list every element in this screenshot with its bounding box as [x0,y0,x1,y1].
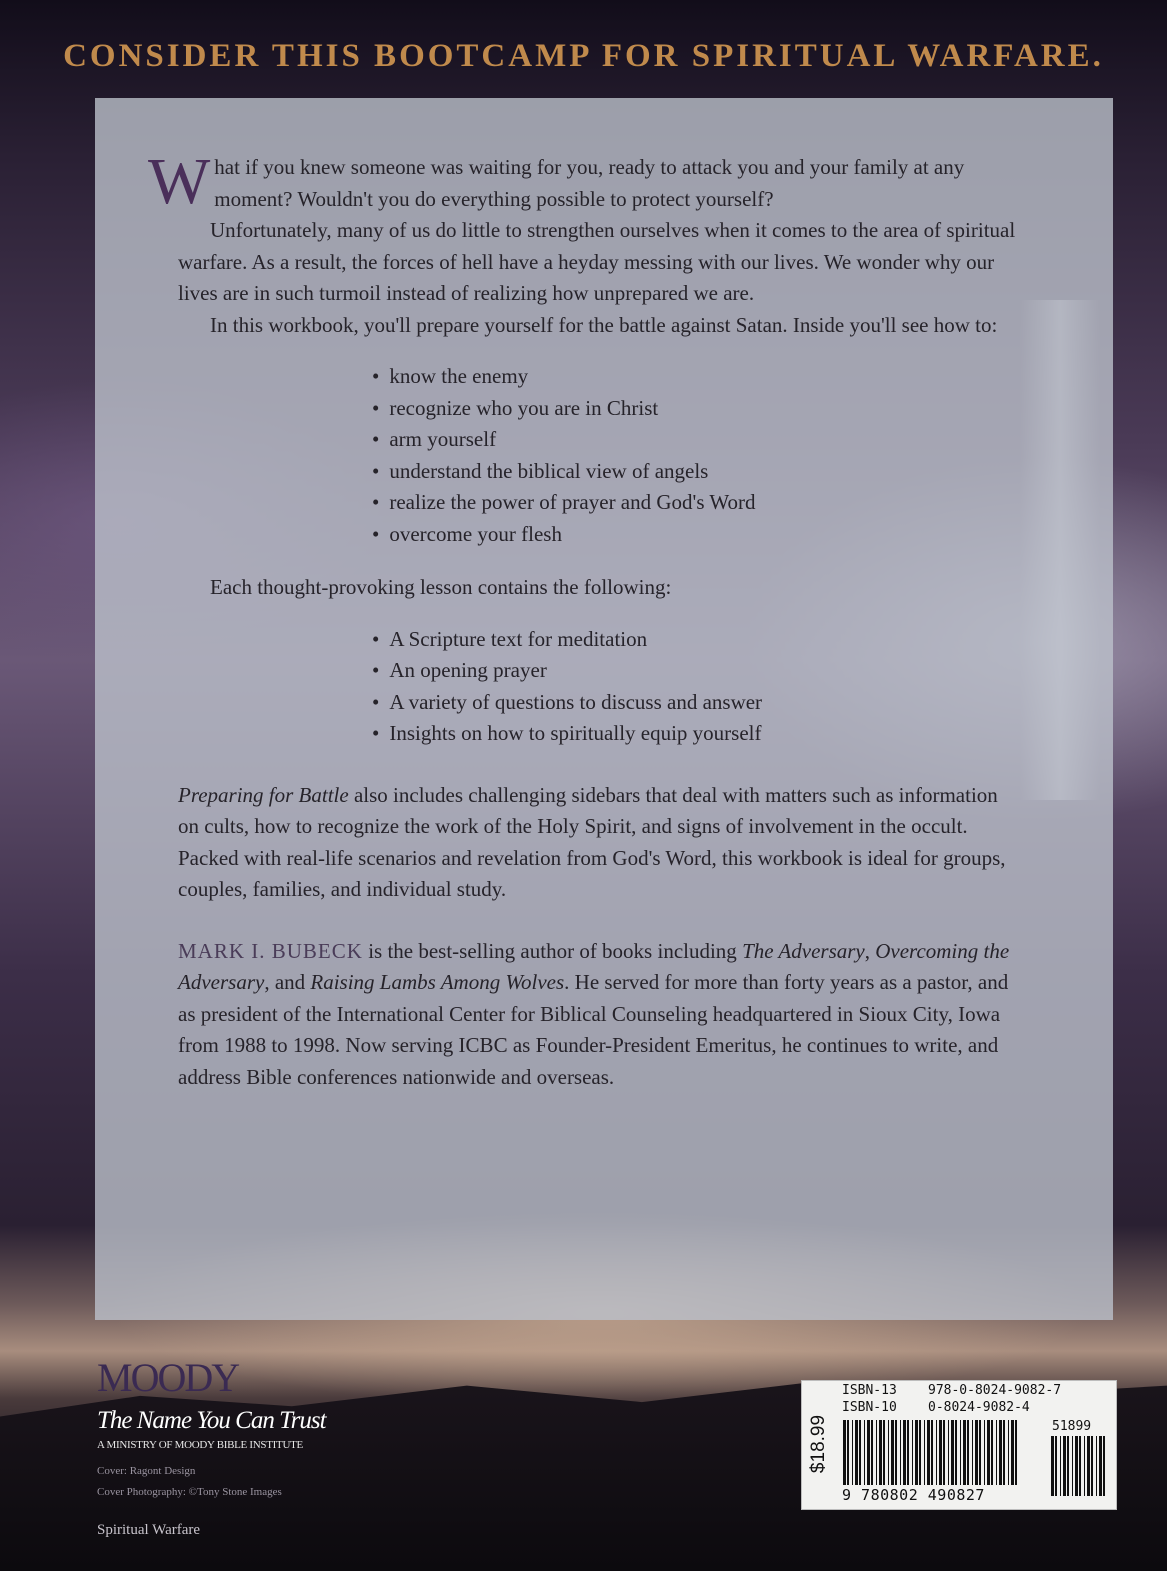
barcode-bar [963,1420,966,1485]
barcode-bar [943,1420,945,1485]
barcode-bar [847,1420,849,1485]
back-cover-tagline: CONSIDER THIS BOOTCAMP FOR SPIRITUAL WARFARE. [63,38,1104,74]
barcode-bar [951,1420,954,1485]
author-bio [178,936,1018,1094]
barcode-bar [895,1420,897,1485]
bio-text: , and [264,970,311,994]
barcode-bar [879,1420,882,1485]
barcode-bar [843,1420,846,1485]
barcode-bar [999,1420,1002,1485]
barcode-bar [852,1420,853,1485]
list-item: • overcome your flesh [372,519,1018,551]
barcode-bar [900,1420,901,1485]
isbn-10 [842,1400,1030,1415]
book-title: Preparing for Battle [178,782,349,807]
barcode-bar [864,1420,865,1485]
list-item: • recognize who you are in Christ [372,393,1018,425]
barcode-bar [931,1420,933,1485]
barcode-bar [1011,1420,1014,1485]
barcode-bar [1075,1436,1078,1496]
cover-design-credit: Cover: Ragont Design [97,1465,196,1477]
barcode-bar [939,1420,942,1485]
publisher-ministry: A MINISTRY OF MOODY BIBLE INSTITUTE [97,1439,303,1451]
barcode-bar [979,1420,981,1485]
barcode-digits: 9 780802 490827 [842,1486,985,1504]
barcode-bar [915,1420,918,1485]
lesson-intro: Each thought-provoking lesson contains the following: [210,575,672,599]
barcode-bar [1103,1436,1105,1496]
barcode-bar [1099,1436,1102,1496]
barcode-bar [972,1420,973,1485]
barcode-bar [919,1420,921,1485]
list-item: • realize the power of prayer and God's Word [372,487,1018,519]
barcode-bar [924,1420,925,1485]
barcode-bar [987,1420,990,1485]
barcode-bar [996,1420,997,1485]
barcode-bar [867,1420,870,1485]
barcode-bar [876,1420,877,1485]
sidebars-paragraph [178,780,1018,906]
bio-text: , [864,938,876,963]
ean-barcode [842,1420,1022,1485]
barcode-bar [1079,1436,1081,1496]
price-addon-barcode [1050,1436,1108,1496]
list-item: • A Scripture text for meditation [372,624,1018,656]
price-label: $18.99 [808,1414,829,1474]
barcode-bar [1063,1436,1066,1496]
drop-cap: W [148,145,211,218]
barcode-bar [1015,1420,1017,1485]
warfare-paragraph: Unfortunately, many of us do little to strengthen ourselves when it comes to the area of spiritual warfare. As a result, the forces of hell have a heyday messing with our lives. We wonder why our lives are in such turmoil instead of realizing how unprepared we are. [178,218,1016,305]
barcode-bar [967,1420,969,1485]
barcode-bar [927,1420,930,1485]
publisher-tagline: The Name You Can Trust [97,1407,326,1434]
barcode-bar [859,1420,861,1485]
isbn-label: ISBN-10 [842,1400,897,1415]
list-item: • know the enemy [372,361,1018,393]
barcode-bar [955,1420,957,1485]
barcode-bar [903,1420,906,1485]
barcode-bar [1072,1436,1073,1496]
barcode-bar [991,1420,993,1485]
barcode-bar [1008,1420,1009,1485]
barcode-bar [948,1420,949,1485]
bio-text: . He served for more than forty years as a pastor, and as president of the International Center for Biblical Counseling headquartered in Sioux City, Iowa from 1988 to 1998. Now serving ICBC as Founder-President Emeritus, he continues to write, and address Bible conferences nationwide and overseas. [178,970,1009,1089]
price-code: 51899 [1052,1419,1092,1434]
barcode-bar [1060,1436,1061,1496]
moody-logo: MOODY [97,1355,239,1400]
description-text [148,145,1018,1093]
isbn-value: 978-0-8024-9082-7 [928,1383,1062,1398]
cover-photo-credit: Cover Photography: ©Tony Stone Images [97,1486,282,1498]
barcode-bar [960,1420,961,1485]
lesson-contents-list [372,624,1018,750]
list-item: • A variety of questions to discuss and answer [372,687,1018,719]
barcode-bar [936,1420,937,1485]
barcode-bar [855,1420,858,1485]
book-title: Raising Lambs Among Wolves [310,970,565,994]
isbn-13 [842,1383,1061,1398]
list-item: • An opening prayer [372,655,1018,687]
barcode-bar [1084,1436,1085,1496]
bio-text: is the best-selling author of books including [362,938,743,963]
intro-paragraph [148,145,1018,218]
category-label: Spiritual Warfare [97,1522,201,1538]
skills-list [372,361,1018,550]
barcode-bar [1003,1420,1005,1485]
barcode-bar [912,1420,913,1485]
isbn-label: ISBN-13 [842,1383,897,1398]
barcode-bar [883,1420,885,1485]
list-item: • understand the biblical view of angels [372,456,1018,488]
barcode-bar [984,1420,985,1485]
workbook-paragraph: In this workbook, you'll prepare yourself for the battle against Satan. Inside you'll see how to: [210,312,998,337]
barcode-bar [871,1420,873,1485]
book-title: Overcoming the Adversary [178,938,1010,994]
author-name: MARK I. BUBECK [178,938,363,963]
sidebars-text: also includes challenging sidebars that deal with matters such as information on cults, how to recognize the work of the Holy Spirit, and signs of involvement in the occult. Packed with real-life scenarios and revelation from God's Word, this workbook is ideal for groups, couples, families, and individual study. [178,782,1006,901]
barcode-bar [1087,1436,1090,1496]
barcode-bar [975,1420,978,1485]
intro-text: hat if you knew someone was waiting for you, ready to attack you and your family at any moment? Wouldn't you do everything possible to protect yourself? [214,155,965,211]
list-item: • arm yourself [372,424,1018,456]
barcode-bar [1067,1436,1069,1496]
barcode-bar [891,1420,894,1485]
isbn-value: 0-8024-9082-4 [928,1400,1030,1415]
barcode-bar [888,1420,889,1485]
list-item: • Insights on how to spiritually equip yourself [372,718,1018,750]
barcode-bar [1051,1436,1054,1496]
barcode-bar [1096,1436,1097,1496]
barcode-bar [1091,1436,1093,1496]
barcode-bar [907,1420,909,1485]
book-title: The Adversary [742,938,865,963]
barcode-bar [1055,1436,1057,1496]
